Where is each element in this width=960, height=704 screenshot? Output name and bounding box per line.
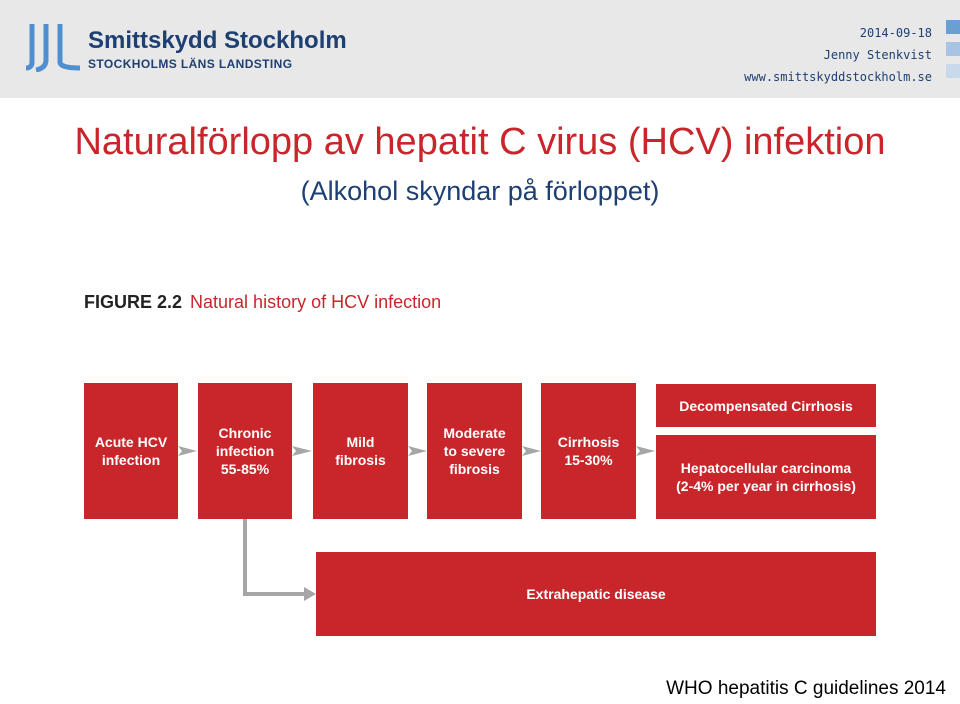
source-citation: WHO hepatitis C guidelines 2014 [666, 678, 946, 699]
outcome-decompensated-cirrhosis: Decompensated Cirrhosis [656, 384, 876, 427]
arrow-moderate-to-cirrhosis [522, 446, 541, 456]
arrow-chronic-to-mild [292, 446, 312, 456]
brand-subtitle: STOCKHOLMS LÄNS LANDSTING [88, 57, 293, 71]
arrow-mild-to-moderate [408, 446, 427, 456]
stage-chronic-infection: Chronic infection 55-85% [198, 383, 292, 519]
arrow-chronic-to-extrahepatic [245, 519, 316, 601]
figure-number: FIGURE 2.2 [84, 292, 183, 312]
stage-moderate-fibrosis: Moderate to severe fibrosis [427, 383, 522, 519]
stage-acute-infection: Acute HCV infection [84, 383, 178, 519]
slide-title: Naturalförlopp av hepatit C virus (HCV) infektion [74, 121, 886, 163]
stage-cirrhosis: Cirrhosis 15-30% [541, 383, 636, 519]
header-url[interactable]: www.smittskyddstockholm.se [744, 70, 932, 84]
arrow-acute-to-chronic [178, 446, 197, 456]
figure-title: Natural history of HCV infection [190, 292, 442, 312]
brand-name: Smittskydd Stockholm [88, 27, 347, 54]
outcome-hepatocellular-carcinoma: Hepatocellular carcinoma (2-4% per year in cirrhosis) [656, 435, 876, 519]
stage-mild-fibrosis: Mild fibrosis [313, 383, 408, 519]
outcome-extrahepatic-disease: Extrahepatic disease [316, 552, 876, 636]
slide-subtitle: (Alkohol skyndar på förloppet) [300, 176, 660, 206]
arrow-cirrhosis-to-outcomes [636, 446, 655, 456]
header-author: Jenny Stenkvist [823, 48, 932, 62]
header-date: 2014-09-18 [859, 26, 932, 40]
